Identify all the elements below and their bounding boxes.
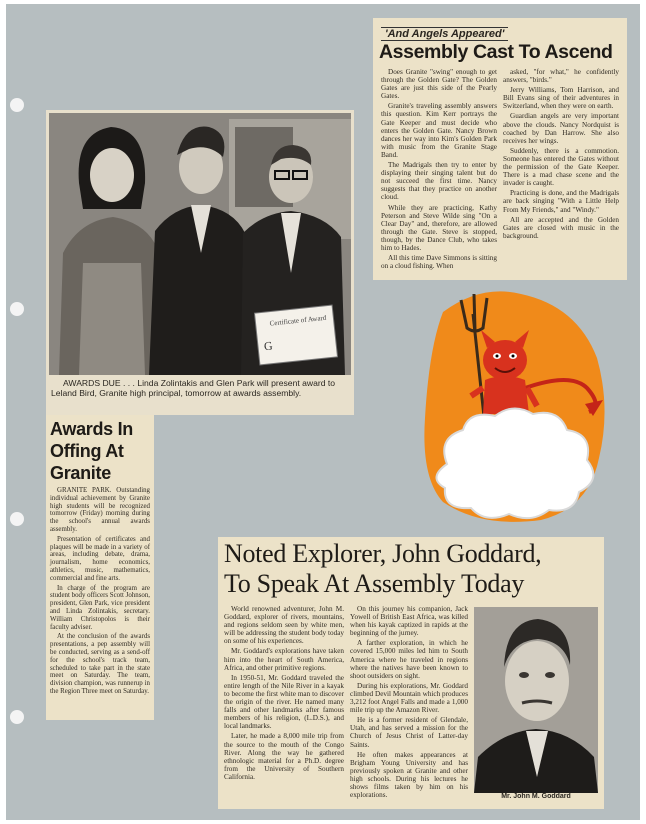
explorer-column-2 (350, 605, 468, 801)
paragraph: During his explorations, Mr. Goddard climbed Devil Mountain which produces 3,212 foot Angel Falls and made a 1,000 mile trip up the Amazon River. (350, 681, 468, 715)
paragraph: While they are practicing, Kathy Peterson and Steve Wilde sing "On a Clear Day" and, therefore, are allowed through the Gate. Steve is stopped, though, by the Dance Club, who takes him to Hades. (381, 203, 497, 252)
paragraph: All are accepted and the Golden Gates are closed with music in the background. (503, 215, 619, 240)
paragraph: Mr. Goddard's explorations have taken him into the heart of South America, Africa, and other primitive regions. (224, 647, 344, 672)
paragraph: asked, "for what," he confidently answers, "birds." (503, 68, 619, 85)
explorer-headline: Noted Explorer, John Goddard, To Speak At Assembly Today (224, 539, 542, 598)
paragraph: The Madrigals then try to enter by displaying their singing talent but do not succeed the first time. Nancy suggests that they practice on another cloud. (381, 161, 497, 202)
assembly-column-2 (503, 68, 619, 242)
paragraph: Practicing is done, and the Madrigals are back singing "With a Little Help From My Friends," and "Windy." (503, 189, 619, 214)
paragraph: Does Granite "swing" enough to get through the Golden Gate? The Golden Gates are just this side of the Pearly Gates. (381, 68, 497, 101)
paragraph: On this journey his companion, Jack Yowell of British East Africa, was killed when his kayak captized in rapids at the beginning of the jurney. (350, 605, 468, 638)
binder-hole (10, 512, 24, 526)
paragraph: All this time Dave Simmons is sitting on a cloud fishing. When (381, 254, 497, 271)
paragraph: Guardian angels are very important above the clouds. Nancy Nordquist is coached by Dan Harrow. She also receives her wings. (503, 112, 619, 145)
paragraph: World renowned adventurer, John M. Goddard, explorer of rivers, mountains, and regions seldom seen by white men, will be addressing the student body today on some of his experiences. (224, 605, 344, 646)
paragraph: In charge of the program are student body officers Scott Johnson, president, Glen Park, vice president and Linda Zolintakis, secretary. William Christopolos is their faculty adviser. (50, 584, 150, 631)
photo-caption: Mr. John M. Goddard (501, 793, 571, 800)
binder-hole (10, 302, 24, 316)
paragraph: GRANITE PARK. Outstanding individual achievement by Granite high students will be recognized tomorrow (Friday) morning during the school's annual awards assembly. (50, 487, 150, 533)
paragraph: He is a former resident of Glendale, Utah, and has served a mission for the Church of Jesus Christ of Latter-day Saints. (350, 716, 468, 749)
assembly-headline: Assembly Cast To Ascend (379, 41, 613, 63)
binder-hole (10, 710, 24, 724)
awards-photo (49, 113, 351, 375)
assembly-clipping (373, 18, 627, 280)
paragraph: Suddenly, there is a commotion. Someone has entered the Gates without the permission of the Gate Keeper. There is a mad chase scene and the invader is caught. (503, 146, 619, 188)
devil-cloud-sticker (421, 288, 611, 524)
assembly-tag: 'And Angels Appeared' (381, 24, 508, 42)
awards-photo-clipping (46, 110, 354, 415)
paragraph: Granite's traveling assembly answers this question. Kim Kerr portrays the Gate Keeper and must decide who enters the Golden Gate. Nancy Brown dances her way into Kim's Golden Park with music from the Granite Stage Band. (381, 102, 497, 159)
paragraph: In 1950-51, Mr. Goddard traveled the entire length of the Nile River in a kayak to become the first white man to discover the origin of the river. He named many falls and other landmarks after famous members of his religion, (L.D.S.), and local landmarks. (224, 673, 344, 731)
devil-icon (421, 288, 611, 524)
paragraph: Presentation of certificates and plaques will be made in a variety of areas, including debate, drama, journalism, home economics, athletics, music, mathematics, commercial and fine arts. (50, 535, 150, 582)
certificate-text: Certificate of Award (269, 313, 327, 328)
explorer-clipping (218, 537, 604, 809)
binder-hole (10, 98, 24, 112)
paragraph: Jerry Williams, Tom Harrison, and Bill Evans sing of their adventures in Switzerland, when they were on earth. (503, 86, 619, 111)
svg-text:G: G (263, 338, 274, 354)
awards-article (46, 415, 154, 720)
awards-caption: AWARDS DUE . . . Linda Zolintakis and Glen Park will present award to Leland Bird, Granite high principal, tomorrow at awards assembly. (51, 378, 336, 399)
paragraph: Later, he made a 8,000 mile trip from the source to the mouth of the Congo River. Along the way he gathered ethnologic material for a Ph.D. degree from the University of Southern California. (224, 732, 344, 781)
explorer-portrait (474, 607, 598, 793)
awards-headline: Awards In Offing At Granite (50, 419, 133, 483)
awards-body (50, 487, 150, 698)
paragraph: He often makes appearances at Brigham Young University and has previously spoken at Granite and other high schools. During his lectures he shows films taken by him on his explorations. (350, 750, 468, 800)
paragraph: At the conclusion of the awards presentations, a pep assembly will be conducted, serving as a send-off for the school's track team, scheduled to take part in the state meet on Saturday. The team, division champion, was runnerup in the Region Three meet on Saturday. (50, 633, 150, 695)
explorer-column-1 (224, 605, 344, 783)
paragraph: A farther exploration, in which he covered 15,000 miles led him to South America where he traveled in regions where the natives have been known to shoot outsiders on sight. (350, 639, 468, 680)
scrapbook-page (6, 4, 640, 820)
assembly-column-1 (381, 68, 497, 272)
